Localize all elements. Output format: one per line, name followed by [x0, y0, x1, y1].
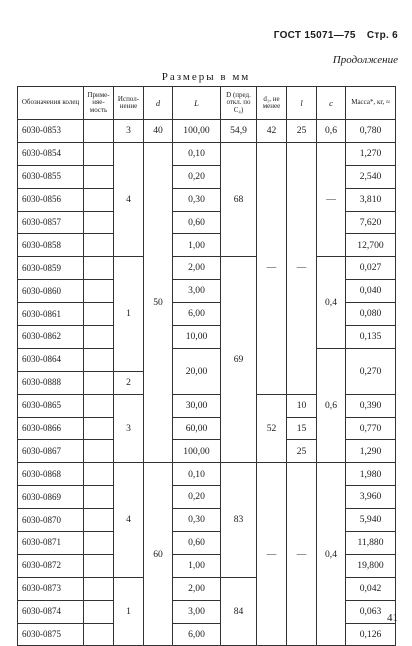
l-cell: — [287, 463, 317, 646]
ring-code: 6030-0858 [18, 234, 84, 257]
ring-code: 6030-0854 [18, 142, 84, 165]
usage-cell [84, 188, 114, 211]
page-number: 41 [387, 612, 398, 624]
L-cell: 0,20 [173, 165, 221, 188]
c-cell: — [317, 142, 346, 256]
l-cell: 25 [287, 440, 317, 463]
col-header-mass: Масса*, кг, ≈ [346, 87, 396, 120]
ring-code: 6030-0872 [18, 554, 84, 577]
L-cell: 1,00 [173, 554, 221, 577]
L-cell: 0,30 [173, 509, 221, 532]
mass-cell: 19,800 [346, 554, 396, 577]
d1-cell: 52 [257, 394, 287, 463]
ring-code: 6030-0862 [18, 326, 84, 349]
usage-cell [84, 142, 114, 165]
c-cell: 0,6 [317, 120, 346, 143]
variant-cell: 2 [114, 371, 144, 394]
mass-cell: 0,040 [346, 280, 396, 303]
usage-cell [84, 577, 114, 600]
L-cell: 100,00 [173, 440, 221, 463]
ring-code: 6030-0857 [18, 211, 84, 234]
mass-cell: 0,135 [346, 326, 396, 349]
l-cell: 10 [287, 394, 317, 417]
variant-cell: 1 [114, 577, 144, 646]
c-cell: 0,6 [317, 348, 346, 462]
col-header-d1: d₁, не менее [257, 87, 287, 120]
variant-cell: 3 [114, 120, 144, 143]
usage-cell [84, 623, 114, 646]
variant-cell: 3 [114, 394, 144, 463]
d1-cell: 42 [257, 120, 287, 143]
mass-cell: 0,063 [346, 600, 396, 623]
col-header-variant: Испол- нение [114, 87, 144, 120]
ring-code: 6030-0870 [18, 509, 84, 532]
ring-code: 6030-0871 [18, 532, 84, 555]
mass-cell: 0,027 [346, 257, 396, 280]
usage-cell [84, 394, 114, 417]
col-header-c: c [317, 87, 346, 120]
D-cell: 54,9 [221, 120, 257, 143]
l-cell: — [287, 142, 317, 394]
l-cell: 25 [287, 120, 317, 143]
ring-code: 6030-0865 [18, 394, 84, 417]
usage-cell [84, 120, 114, 143]
col-header-L: L [173, 87, 221, 120]
ring-code: 6030-0868 [18, 463, 84, 486]
usage-cell [84, 440, 114, 463]
col-header-D: D (пред. откл. по C₄) [221, 87, 257, 120]
L-cell: 0,10 [173, 142, 221, 165]
variant-cell: 4 [114, 463, 144, 577]
usage-cell [84, 554, 114, 577]
ring-code: 6030-0888 [18, 371, 84, 394]
L-cell: 100,00 [173, 120, 221, 143]
table-row [18, 348, 396, 371]
ring-code: 6030-0869 [18, 486, 84, 509]
L-cell: 3,00 [173, 600, 221, 623]
c-cell: 0,4 [317, 257, 346, 349]
standard-code: ГОСТ 15071—75 [273, 30, 356, 41]
ring-code: 6030-0860 [18, 280, 84, 303]
mass-cell: 0,780 [346, 120, 396, 143]
page-header [266, 30, 398, 41]
ring-code: 6030-0873 [18, 577, 84, 600]
L-cell: 0,10 [173, 463, 221, 486]
page-label: Стр. 6 [366, 30, 398, 41]
usage-cell [84, 234, 114, 257]
mass-cell: 12,700 [346, 234, 396, 257]
L-cell: 2,00 [173, 577, 221, 600]
mass-cell: 0,270 [346, 348, 396, 394]
d-cell: 60 [144, 463, 173, 646]
d1-cell: — [257, 463, 287, 646]
col-header-code: Обозначения колец [18, 87, 84, 120]
usage-cell [84, 509, 114, 532]
D-cell: 69 [221, 257, 257, 463]
usage-cell [84, 486, 114, 509]
spec-table [17, 86, 396, 646]
d-cell: 40 [144, 120, 173, 143]
mass-cell: 5,940 [346, 509, 396, 532]
ring-code: 6030-0853 [18, 120, 84, 143]
mass-cell: 7,620 [346, 211, 396, 234]
mass-cell: 1,290 [346, 440, 396, 463]
mass-cell: 0,080 [346, 303, 396, 326]
mass-cell: 1,270 [346, 142, 396, 165]
D-cell: 83 [221, 463, 257, 577]
L-cell: 20,00 [173, 348, 221, 394]
usage-cell [84, 211, 114, 234]
usage-cell [84, 303, 114, 326]
L-cell: 0,20 [173, 486, 221, 509]
mass-cell: 1,980 [346, 463, 396, 486]
usage-cell [84, 165, 114, 188]
l-cell: 15 [287, 417, 317, 440]
L-cell: 60,00 [173, 417, 221, 440]
usage-cell [84, 326, 114, 349]
mass-cell: 3,960 [346, 486, 396, 509]
continuation-label: Продолжение [332, 54, 398, 66]
table-row [18, 257, 396, 280]
L-cell: 0,60 [173, 211, 221, 234]
D-cell: 84 [221, 577, 257, 646]
ring-code: 6030-0864 [18, 348, 84, 371]
ring-code: 6030-0855 [18, 165, 84, 188]
mass-cell: 0,390 [346, 394, 396, 417]
L-cell: 0,30 [173, 188, 221, 211]
usage-cell [84, 371, 114, 394]
ring-code: 6030-0856 [18, 188, 84, 211]
ring-code: 6030-0866 [18, 417, 84, 440]
header-row [18, 87, 396, 120]
usage-cell [84, 532, 114, 555]
mass-cell: 0,042 [346, 577, 396, 600]
mass-cell: 2,540 [346, 165, 396, 188]
col-header-l: l [287, 87, 317, 120]
table-row [18, 120, 396, 143]
table-row [18, 142, 396, 165]
usage-cell [84, 280, 114, 303]
L-cell: 6,00 [173, 303, 221, 326]
mass-cell: 0,770 [346, 417, 396, 440]
ring-code: 6030-0861 [18, 303, 84, 326]
L-cell: 2,00 [173, 257, 221, 280]
mass-cell: 0,126 [346, 623, 396, 646]
ring-code: 6030-0874 [18, 600, 84, 623]
table-row [18, 463, 396, 486]
mass-cell: 3,810 [346, 188, 396, 211]
d1-cell: — [257, 142, 287, 394]
usage-cell [84, 600, 114, 623]
col-header-usage: Приме- няе- мость [84, 87, 114, 120]
L-cell: 0,60 [173, 532, 221, 555]
L-cell: 30,00 [173, 394, 221, 417]
table-caption: Размеры в мм [161, 71, 251, 83]
ring-code: 6030-0875 [18, 623, 84, 646]
c-cell: 0,4 [317, 463, 346, 646]
usage-cell [84, 348, 114, 371]
D-cell: 68 [221, 142, 257, 256]
usage-cell [84, 463, 114, 486]
variant-cell: 4 [114, 142, 144, 256]
d-cell: 50 [144, 142, 173, 462]
usage-cell [84, 417, 114, 440]
mass-cell: 11,880 [346, 532, 396, 555]
variant-cell: 1 [114, 257, 144, 371]
ring-code: 6030-0859 [18, 257, 84, 280]
ring-code: 6030-0867 [18, 440, 84, 463]
L-cell: 10,00 [173, 326, 221, 349]
col-header-d: d [144, 87, 173, 120]
L-cell: 6,00 [173, 623, 221, 646]
usage-cell [84, 257, 114, 280]
L-cell: 3,00 [173, 280, 221, 303]
L-cell: 1,00 [173, 234, 221, 257]
